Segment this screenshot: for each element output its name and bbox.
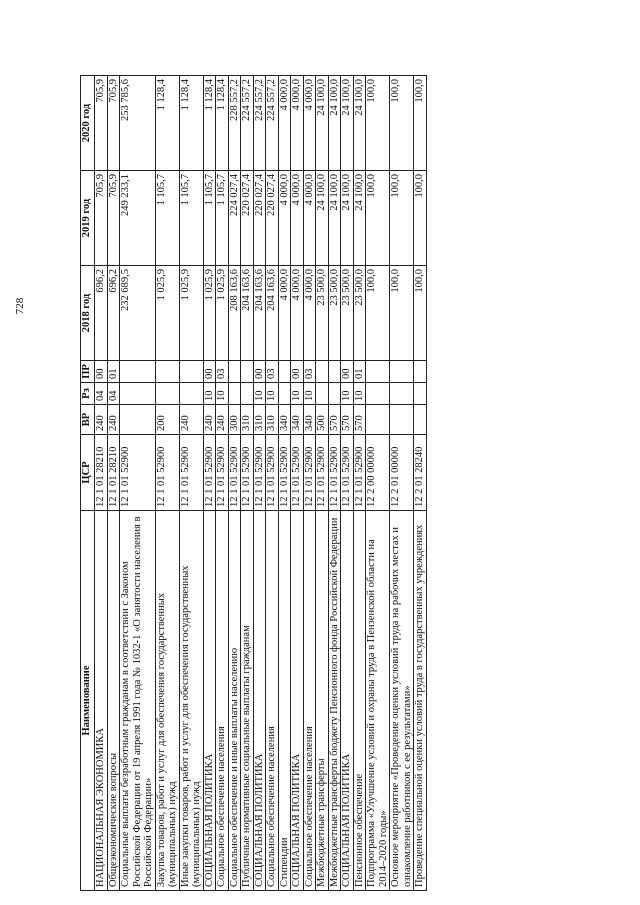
row-pr	[278, 361, 291, 383]
row-vr	[120, 405, 156, 435]
table-row	[278, 76, 291, 891]
table-row	[107, 76, 120, 891]
row-2019: 100,0	[414, 171, 427, 266]
row-2020: 24 100,0	[316, 76, 329, 171]
row-rz	[155, 383, 179, 405]
row-rz: 10	[303, 383, 316, 405]
table-row	[179, 76, 203, 891]
row-2019: 1 105,7	[203, 171, 216, 266]
row-2020: 228 557,2	[228, 76, 241, 171]
row-pr	[328, 361, 341, 383]
row-name: Социальное обеспечение и иные выплаты населению	[228, 511, 241, 891]
row-vr: 340	[278, 405, 291, 435]
row-2020: 1 128,4	[179, 76, 203, 171]
row-pr	[179, 361, 203, 383]
row-name: Проведение специальной оценки условий труда в государственных учреждениях	[414, 511, 427, 891]
header-csr: ЦСР	[81, 435, 95, 511]
row-2020: 100,0	[366, 76, 390, 171]
table-row	[414, 76, 427, 891]
row-2020: 24 100,0	[353, 76, 366, 171]
row-pr: 01	[353, 361, 366, 383]
row-2020: 224 557,2	[266, 76, 279, 171]
table-row	[341, 76, 354, 891]
row-2020: 100,0	[390, 76, 414, 171]
row-csr: 12 1 01 52900	[328, 435, 341, 511]
row-vr: 500	[316, 405, 329, 435]
header-2020: 2020 год	[81, 76, 95, 171]
row-csr: 12 1 01 52900	[316, 435, 329, 511]
row-name: Подпрограмма «Улучшение условий и охраны труда в Пензенской области на 2014–2020 годы»	[366, 511, 390, 891]
row-name: Общеэкономические вопросы	[107, 511, 120, 891]
row-rz: 10	[253, 383, 266, 405]
row-name: Социальное обеспечение населения	[266, 511, 279, 891]
header-name: Наименование	[81, 511, 95, 891]
table-row	[303, 76, 316, 891]
row-vr: 240	[216, 405, 229, 435]
table-row	[316, 76, 329, 891]
row-2020: 4 000,0	[291, 76, 304, 171]
row-csr: 12 1 01 52900	[353, 435, 366, 511]
row-2019: 24 100,0	[316, 171, 329, 266]
header-rz: Рз	[81, 383, 95, 405]
row-2018: 23 500,0	[316, 266, 329, 361]
table-row	[228, 76, 241, 891]
table-row	[120, 76, 156, 891]
row-2019: 1 105,7	[216, 171, 229, 266]
row-2018: 1 025,9	[179, 266, 203, 361]
row-2020: 1 128,4	[155, 76, 179, 171]
row-name: Основное мероприятие «Проведение оценки условий труда на рабочих местах и ознакомление работников с ее результатами»	[390, 511, 414, 891]
row-vr: 340	[303, 405, 316, 435]
row-pr	[228, 361, 241, 383]
row-2018: 1 025,9	[216, 266, 229, 361]
row-vr: 240	[107, 405, 120, 435]
row-csr: 12 1 01 52900	[120, 435, 156, 511]
table-row	[241, 76, 254, 891]
row-vr: 570	[341, 405, 354, 435]
row-pr: 00	[341, 361, 354, 383]
row-csr: 12 1 01 52900	[303, 435, 316, 511]
table-row	[353, 76, 366, 891]
row-pr: 00	[253, 361, 266, 383]
row-2020: 705,9	[107, 76, 120, 171]
row-vr: 570	[353, 405, 366, 435]
row-csr: 12 2 00 00000	[366, 435, 390, 511]
row-vr: 310	[266, 405, 279, 435]
row-pr: 00	[95, 361, 108, 383]
row-2018: 4 000,0	[291, 266, 304, 361]
row-vr: 310	[253, 405, 266, 435]
table-row	[155, 76, 179, 891]
row-name: Закупка товаров, работ и услуг для обеспечения государственных (муниципальных) нужд	[155, 511, 179, 891]
row-name: СОЦИАЛЬНАЯ ПОЛИТИКА	[253, 511, 266, 891]
row-pr	[155, 361, 179, 383]
row-2018: 100,0	[414, 266, 427, 361]
table-row	[95, 76, 108, 891]
row-2018: 100,0	[390, 266, 414, 361]
row-name: Социальное обеспечение населения	[303, 511, 316, 891]
row-csr: 12 1 01 52900	[155, 435, 179, 511]
row-2018: 204 163,6	[266, 266, 279, 361]
row-2020: 705,9	[95, 76, 108, 171]
table-row	[253, 76, 266, 891]
row-pr	[120, 361, 156, 383]
row-2018: 100,0	[366, 266, 390, 361]
table-row	[366, 76, 390, 891]
row-rz	[316, 383, 329, 405]
row-2019: 1 105,7	[155, 171, 179, 266]
row-vr: 200	[155, 405, 179, 435]
row-rz	[414, 383, 427, 405]
row-csr: 12 1 01 28210	[107, 435, 120, 511]
row-name: Социальное обеспечение населения	[216, 511, 229, 891]
row-name: Иные закупки товаров, работ и услуг для обеспечения государственных (муниципальных) нужд	[179, 511, 203, 891]
row-rz: 10	[203, 383, 216, 405]
row-2019: 705,9	[95, 171, 108, 266]
row-csr: 12 1 01 52900	[291, 435, 304, 511]
row-rz	[328, 383, 341, 405]
row-2018: 696,2	[107, 266, 120, 361]
row-rz: 10	[291, 383, 304, 405]
table-row	[328, 76, 341, 891]
row-name: СОЦИАЛЬНАЯ ПОЛИТИКА	[341, 511, 354, 891]
row-2019: 100,0	[366, 171, 390, 266]
row-2018: 23 500,0	[353, 266, 366, 361]
page-number: 728	[14, 297, 26, 315]
row-2020: 24 100,0	[328, 76, 341, 171]
row-csr: 12 1 01 52900	[241, 435, 254, 511]
header-2018: 2018 год	[81, 266, 95, 361]
row-csr: 12 1 01 52900	[253, 435, 266, 511]
row-2018: 208 163,6	[228, 266, 241, 361]
table-row	[291, 76, 304, 891]
row-vr: 240	[203, 405, 216, 435]
row-vr: 340	[291, 405, 304, 435]
row-name: Межбюджетные трансферты	[316, 511, 329, 891]
row-vr: 570	[328, 405, 341, 435]
row-rz: 10	[216, 383, 229, 405]
row-rz: 04	[95, 383, 108, 405]
row-csr: 12 1 01 52900	[203, 435, 216, 511]
row-vr	[414, 405, 427, 435]
row-rz	[120, 383, 156, 405]
row-pr: 03	[303, 361, 316, 383]
table-row	[266, 76, 279, 891]
row-csr: 12 2 01 00000	[390, 435, 414, 511]
row-2019: 24 100,0	[328, 171, 341, 266]
row-2019: 705,9	[107, 171, 120, 266]
row-2018: 23 500,0	[328, 266, 341, 361]
row-2018: 4 000,0	[278, 266, 291, 361]
row-2019: 4 000,0	[291, 171, 304, 266]
row-rz: 10	[266, 383, 279, 405]
row-vr: 240	[95, 405, 108, 435]
row-name: СОЦИАЛЬНАЯ ПОЛИТИКА	[291, 511, 304, 891]
table-header-row	[81, 76, 95, 891]
row-rz	[366, 383, 390, 405]
row-pr	[414, 361, 427, 383]
row-pr: 03	[266, 361, 279, 383]
row-rz: 10	[353, 383, 366, 405]
row-2019: 4 000,0	[278, 171, 291, 266]
row-2020: 224 557,2	[253, 76, 266, 171]
row-name: СОЦИАЛЬНАЯ ПОЛИТИКА	[203, 511, 216, 891]
row-csr: 12 1 01 52900	[179, 435, 203, 511]
row-csr: 12 2 01 28240	[414, 435, 427, 511]
row-pr: 00	[203, 361, 216, 383]
row-pr: 01	[107, 361, 120, 383]
rotated-table-container	[80, 75, 544, 891]
row-pr	[366, 361, 390, 383]
row-2019: 220 027,4	[266, 171, 279, 266]
row-2020: 24 100,0	[341, 76, 354, 171]
budget-table	[80, 75, 427, 891]
table-row	[203, 76, 216, 891]
row-2019: 4 000,0	[303, 171, 316, 266]
row-rz: 04	[107, 383, 120, 405]
row-2020: 4 000,0	[278, 76, 291, 171]
row-csr: 12 1 01 52900	[278, 435, 291, 511]
row-vr: 240	[179, 405, 203, 435]
row-vr: 310	[241, 405, 254, 435]
row-2019: 24 100,0	[353, 171, 366, 266]
row-name: Межбюджетные трансферты бюджету Пенсионного фонда Российской Федерации	[328, 511, 341, 891]
row-rz: 10	[341, 383, 354, 405]
row-2018: 696,2	[95, 266, 108, 361]
row-rz	[278, 383, 291, 405]
row-2019: 220 027,4	[241, 171, 254, 266]
row-2019: 224 027,4	[228, 171, 241, 266]
row-csr: 12 1 01 52900	[216, 435, 229, 511]
row-2019: 249 233,1	[120, 171, 156, 266]
row-rz	[179, 383, 203, 405]
row-2019: 220 027,4	[253, 171, 266, 266]
table-row	[216, 76, 229, 891]
row-name: НАЦИОНАЛЬНАЯ ЭКОНОМИКА	[95, 511, 108, 891]
row-rz	[241, 383, 254, 405]
row-name: Социальные выплаты безработным гражданам в соответствии с Законом Российской Федерации от 19 апреля 1991 года № 1032-1 «О занятости населения в Российской Федерации»	[120, 511, 156, 891]
row-name: Стипендии	[278, 511, 291, 891]
row-2018: 4 000,0	[303, 266, 316, 361]
row-pr: 00	[291, 361, 304, 383]
header-pr: ПР	[81, 361, 95, 383]
row-2018: 1 025,9	[155, 266, 179, 361]
row-pr	[390, 361, 414, 383]
row-csr: 12 1 01 28210	[95, 435, 108, 511]
row-csr: 12 1 01 52900	[228, 435, 241, 511]
row-vr	[390, 405, 414, 435]
row-2018: 1 025,9	[203, 266, 216, 361]
row-2018: 232 689,5	[120, 266, 156, 361]
header-vr: ВР	[81, 405, 95, 435]
row-rz	[228, 383, 241, 405]
row-pr: 03	[216, 361, 229, 383]
row-pr	[316, 361, 329, 383]
row-pr	[241, 361, 254, 383]
row-2020: 4 000,0	[303, 76, 316, 171]
row-2019: 100,0	[390, 171, 414, 266]
row-csr: 12 1 01 52900	[341, 435, 354, 511]
table-row	[390, 76, 414, 891]
row-2018: 204 163,6	[241, 266, 254, 361]
row-rz	[390, 383, 414, 405]
row-2020: 224 557,2	[241, 76, 254, 171]
row-2019: 1 105,7	[179, 171, 203, 266]
row-2020: 1 128,4	[203, 76, 216, 171]
row-2018: 23 500,0	[341, 266, 354, 361]
row-name: Публичные нормативные социальные выплаты гражданам	[241, 511, 254, 891]
row-2019: 24 100,0	[341, 171, 354, 266]
row-name: Пенсионное обеспечение	[353, 511, 366, 891]
row-vr: 300	[228, 405, 241, 435]
row-2018: 204 163,6	[253, 266, 266, 361]
row-2020: 253 785,6	[120, 76, 156, 171]
row-2020: 1 128,4	[216, 76, 229, 171]
row-vr	[366, 405, 390, 435]
header-2019: 2019 год	[81, 171, 95, 266]
row-csr: 12 1 01 52900	[266, 435, 279, 511]
row-2020: 100,0	[414, 76, 427, 171]
